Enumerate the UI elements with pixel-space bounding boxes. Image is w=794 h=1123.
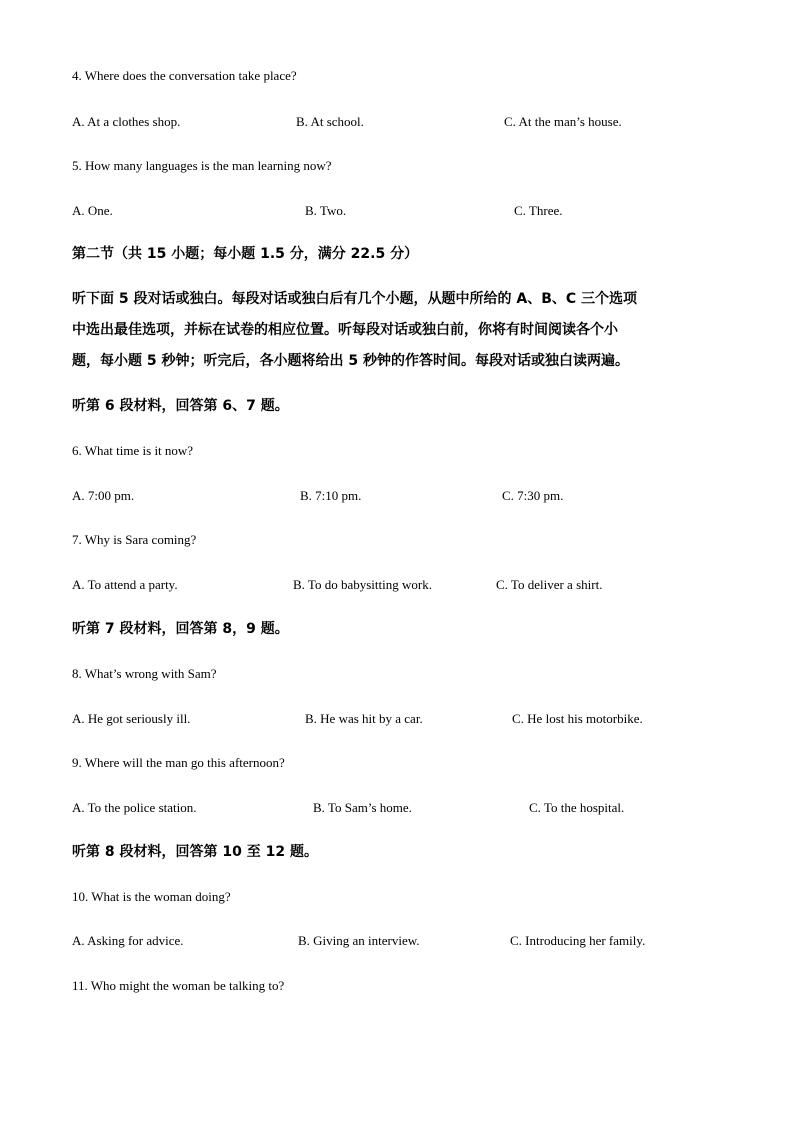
question-4: 4. Where does the conversation take place? <box>72 68 297 83</box>
material-6-heading: 听第 6 段材料，回答第 6、7 题。 <box>72 398 289 414</box>
question-10-option-c: C. Introducing her family. <box>510 933 646 948</box>
question-11: 11. Who might the woman be talking to? <box>72 978 285 993</box>
question-8-option-a: A. He got seriously ill. <box>72 711 191 726</box>
material-8-heading: 听第 8 段材料，回答第 10 至 12 题。 <box>72 844 318 860</box>
material-7-heading: 听第 7 段材料，回答第 8，9 题。 <box>72 621 289 637</box>
question-5-option-b: B. Two. <box>305 203 347 218</box>
question-6: 6. What time is it now? <box>72 443 194 458</box>
question-6-option-a: A. 7:00 pm. <box>72 488 135 503</box>
question-10: 10. What is the woman doing? <box>72 889 231 904</box>
section-2-instructions-line-2: 中选出最佳选项，并标在试卷的相应位置。听每段对话或独白前，你将有时间阅读各个小 <box>72 322 618 338</box>
section-2-heading: 第二节（共 15 小题；每小题 1.5 分，满分 22.5 分） <box>72 246 419 262</box>
question-9-option-a: A. To the police station. <box>72 800 197 815</box>
question-6-option-b: B. 7:10 pm. <box>300 488 362 503</box>
question-8-option-b: B. He was hit by a car. <box>305 711 423 726</box>
section-2-instructions-line-1: 听下面 5 段对话或独白。每段对话或独白后有几个小题，从题中所给的 A、B、C 三个选项 <box>72 291 638 307</box>
question-4-option-b: B. At school. <box>296 114 364 129</box>
question-7-option-b: B. To do babysitting work. <box>293 577 432 592</box>
section-2-instructions-line-3: 题，每小题 5 秒钟；听完后，各小题将给出 5 秒钟的作答时间。每段对话或独白读两遍。 <box>72 353 629 369</box>
question-8: 8. What’s wrong with Sam? <box>72 666 217 681</box>
question-7: 7. Why is Sara coming? <box>72 532 197 547</box>
question-7-option-c: C. To deliver a shirt. <box>496 577 603 592</box>
question-10-option-a: A. Asking for advice. <box>72 933 184 948</box>
question-10-option-b: B. Giving an interview. <box>298 933 420 948</box>
question-8-option-c: C. He lost his motorbike. <box>512 711 643 726</box>
question-6-option-c: C. 7:30 pm. <box>502 488 564 503</box>
question-4-option-c: C. At the man’s house. <box>504 114 622 129</box>
question-5: 5. How many languages is the man learning now? <box>72 158 332 173</box>
question-9-option-b: B. To Sam’s home. <box>313 800 412 815</box>
question-5-option-a: A. One. <box>72 203 113 218</box>
question-9: 9. Where will the man go this afternoon? <box>72 755 285 770</box>
question-5-option-c: C. Three. <box>514 203 563 218</box>
question-7-option-a: A. To attend a party. <box>72 577 178 592</box>
question-9-option-c: C. To the hospital. <box>529 800 625 815</box>
question-4-option-a: A. At a clothes shop. <box>72 114 181 129</box>
